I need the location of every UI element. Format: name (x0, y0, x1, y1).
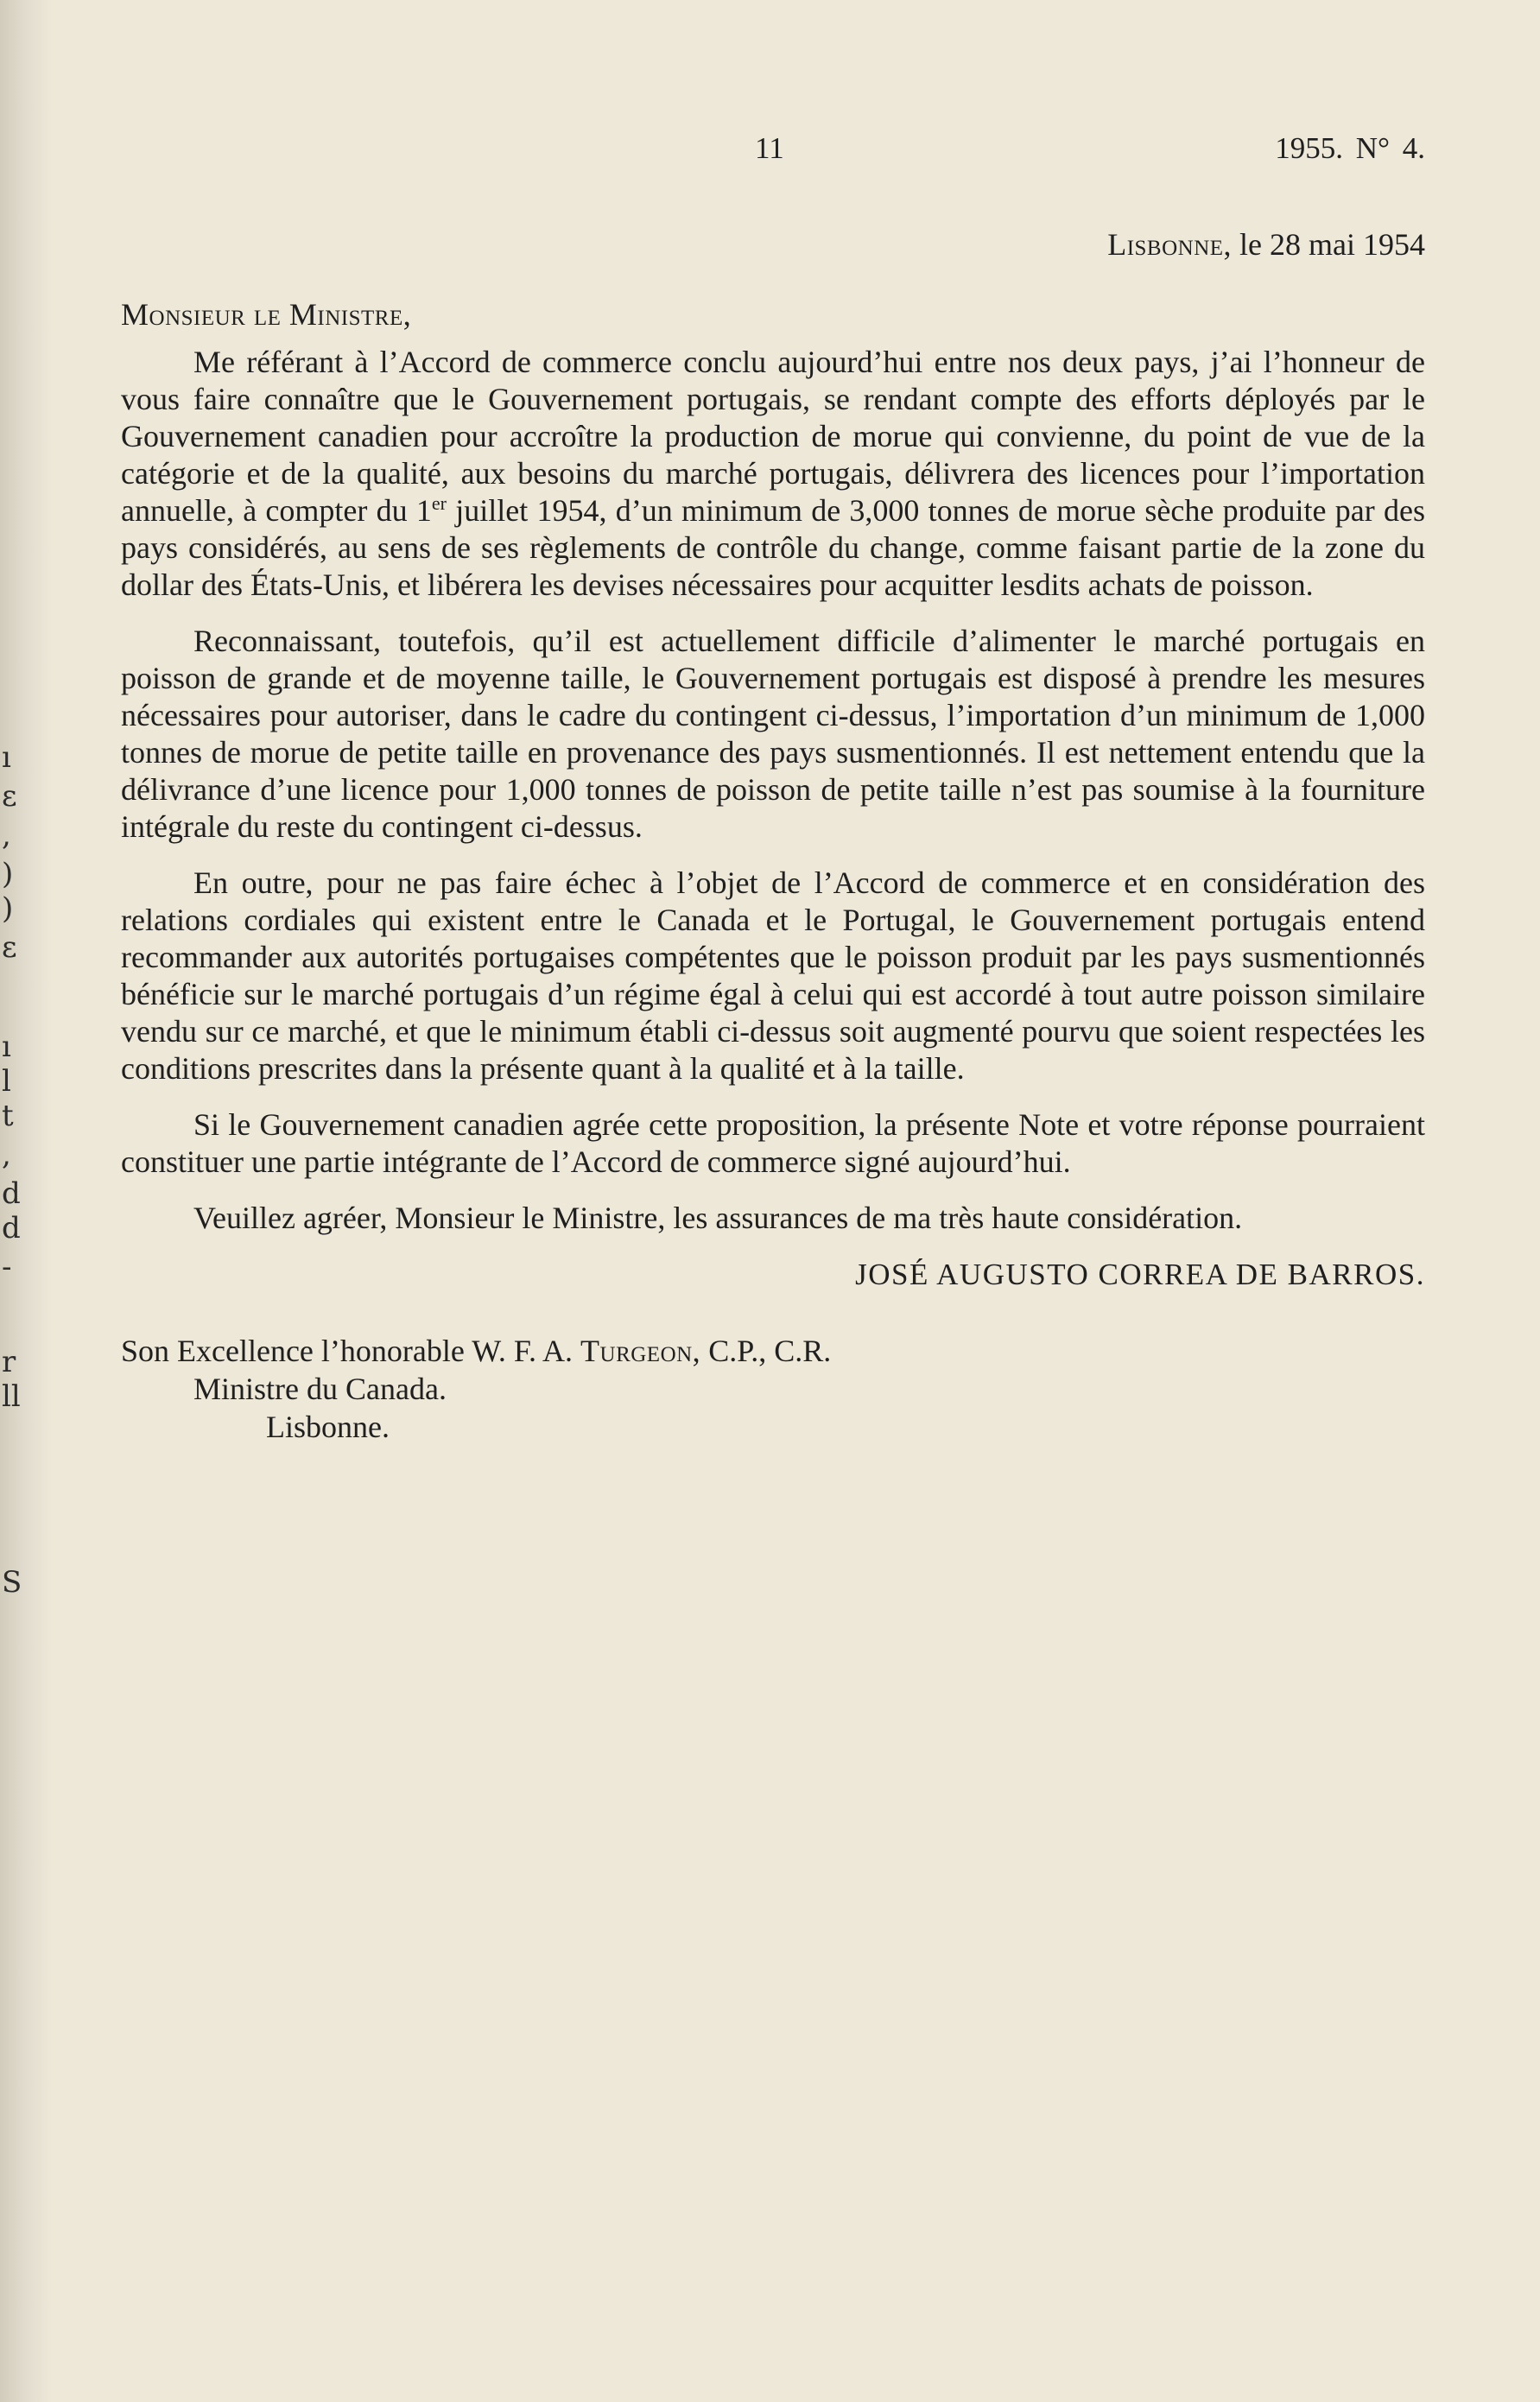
document-page (121, 130, 1425, 1446)
margin-fragment: S (2, 1565, 22, 1600)
margin-fragment: - (2, 1250, 12, 1284)
salutation: Monsieur le Ministre, (121, 297, 412, 332)
margin-fragment: d (2, 1176, 21, 1211)
margin-fragment: ll (2, 1379, 21, 1414)
margin-fragment: ) (2, 857, 14, 891)
adjacent-page-fragments (0, 0, 26, 2402)
addressee-line-1 (121, 1332, 1425, 1370)
paragraph-5: Veuillez agréer, Monsieur le Ministre, les assurances de ma très haute considération. (193, 1201, 1243, 1235)
margin-fragment: r (2, 1345, 16, 1379)
paragraph-2: Reconnaissant, toutefois, qu’il est actuellement difficile d’alimenter le marché portugais en poisson de grande et de moyenne taille, le Gouvernement portugais est disposé à prendre les mesures nécessaires pour autoriser, dans le cadre du contingent ci-dessus, l’importation d’un minimum de 1,000 tonnes de morue de petite taille en provenance des pays susmentionnés. Il est nettement entendu que la délivrance d’une licence pour 1,000 tonnes de poisson de petite taille n’est pas soumise à la fourniture intégrale du reste du contingent ci-dessus. (121, 624, 1425, 844)
paragraph-1 (121, 344, 1425, 604)
margin-fragment: , (2, 818, 11, 852)
margin-fragment: ɛ (2, 930, 17, 965)
signature: JOSÉ AUGUSTO CORREA DE BARROS. (855, 1258, 1425, 1291)
margin-fragment: ) (2, 891, 14, 926)
paragraph-4: Si le Gouvernement canadien agrée cette proposition, la présente Note et votre réponse pourraient constituer une partie intégrante de l’Accord de commerce signé aujourd’hui. (121, 1107, 1425, 1179)
margin-fragment: ı (2, 1030, 11, 1064)
addressee-block (121, 1332, 1425, 1446)
dateline (121, 226, 1425, 263)
addressee-line-3: Lisbonne. (266, 1410, 390, 1444)
paragraph-1-text-b: juillet 1954, d’un minimum de 3,000 tonnes de morue sèche produite par des pays considérés, au sens de ses règlements de contrôle du change, comme faisant partie de la zone du dollar des États-Unis, et libérera les devises nécessaires pour acquitter lesdits achats de poisson. (121, 493, 1425, 602)
margin-fragment: ı (2, 740, 11, 775)
margin-fragment: ɛ (2, 779, 17, 814)
addressee-surname: Turgeon, (580, 1334, 701, 1368)
margin-fragment: t (2, 1099, 14, 1133)
addressee-suffix: C.P., C.R. (700, 1334, 832, 1368)
addressee-line-2: Ministre du Canada. (193, 1372, 447, 1406)
dateline-place: Lisbonne, (1107, 227, 1233, 262)
addressee-prefix: Son Excellence l’honorable W. F. A. (121, 1334, 581, 1368)
paragraph-1-text-a: Me référant à l’Accord de commerce conclu aujourd’hui entre nos deux pays, j’ai l’honneur de vous faire connaître que le Gouvernement portugais, se rendant compte des efforts déployés par le Gouvernement canadien pour accroître la production de morue qui convienne, du point de vue de la catégorie et de la qualité, aux besoins du marché portugais, délivrera des licences pour l’importation annuelle, à compter du 1 (121, 345, 1425, 528)
ordinal-superscript: er (431, 492, 447, 514)
page-header (121, 130, 1425, 173)
margin-fragment: , (2, 1138, 11, 1172)
paragraph-3: En outre, pour ne pas faire échec à l’objet de l’Accord de commerce et en considération des relations cordiales qui existent entre le Canada et le Portugal, le Gouvernement portugais entend recommander aux autorités portugaises compétentes que le poisson produit par les pays susmentionnés bénéficie sur le marché portugais d’un régime égal à celui qui est accordé à tout autre poisson similaire vendu sur ce marché, et que le minimum établi ci-dessus soit augmenté pourvu que soient respectées les conditions prescrites dans la présente quant à la qualité et à la taille. (121, 865, 1425, 1086)
issue-reference: 1955. N° 4. (1275, 131, 1425, 165)
dateline-date: le 28 mai 1954 (1232, 227, 1425, 262)
page-number: 11 (755, 131, 784, 165)
margin-fragment: d (2, 1211, 21, 1245)
margin-fragment: l (2, 1064, 11, 1099)
